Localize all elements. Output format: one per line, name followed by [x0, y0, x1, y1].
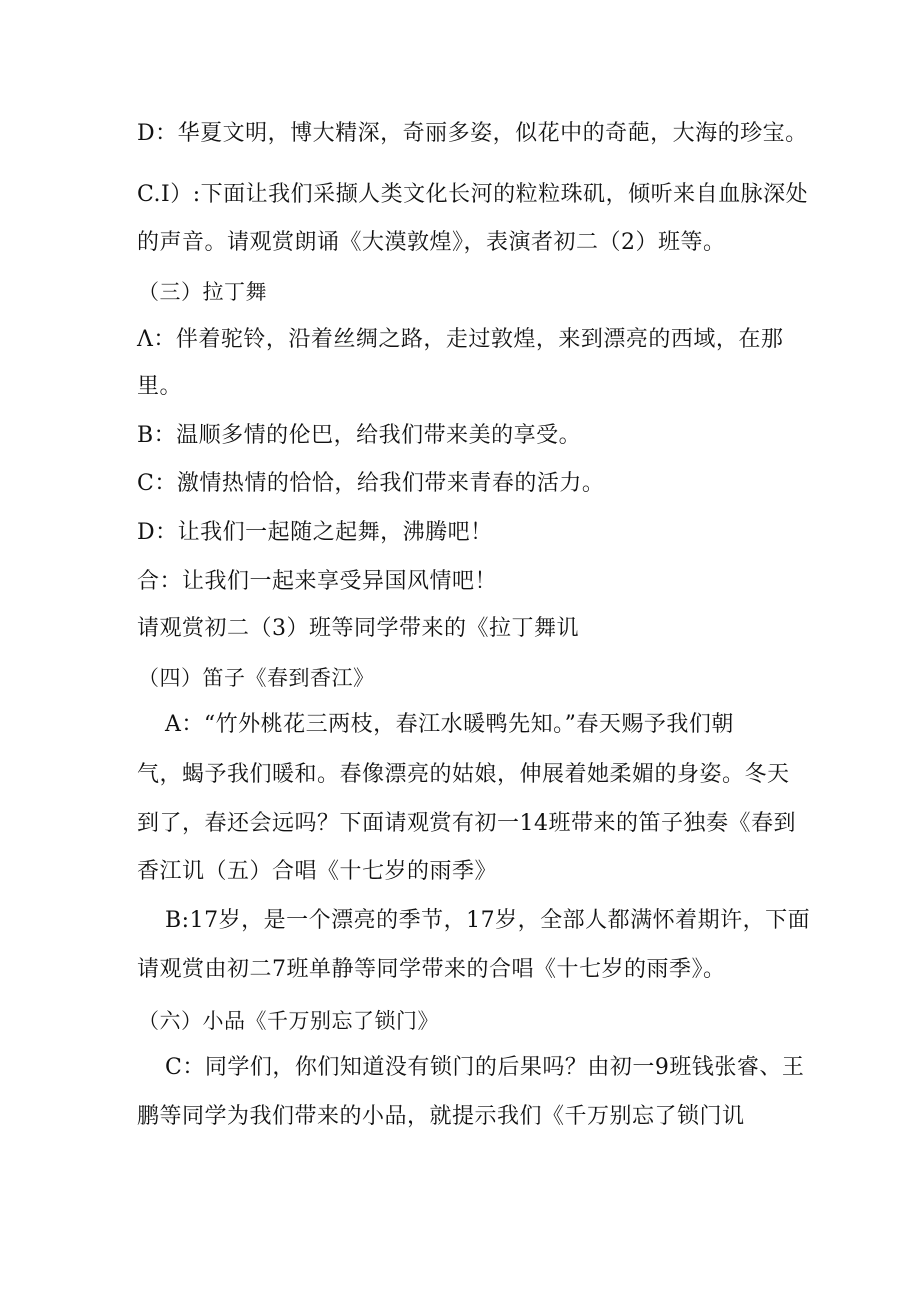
- paragraph-b-chorus-line1: B:17岁，是一个漂亮的季节，17岁，全部人都满怀着期许，下面: [165, 908, 811, 933]
- paragraph-a-line1: Λ：伴着驼铃，沿着丝绸之路，走过敦煌，来到漂亮的西域，在那: [137, 327, 784, 352]
- paragraph-b: B：温顺多情的伦巴，给我们带来美的享受。: [137, 423, 582, 448]
- paragraph-d: D：让我们一起随之起舞，沸腾吧！: [137, 520, 493, 545]
- paragraph-b-chorus-line2: 请观赏由初二7班单静等同学带来的合唱《十七岁的雨季》。: [137, 957, 726, 982]
- paragraph-ci-line1: C.I）:下面让我们采撷人类文化长河的粒粒珠矶，倾听来自血脉深处: [137, 182, 809, 207]
- paragraph-ci-line2: 的声音。请观赏朗诵《大漠敦煌》，表演者初二（2）班等。: [137, 230, 726, 255]
- paragraph-d-intro: D：华夏文明，博大精深，奇丽多姿，似花中的奇葩，大海的珍宝。: [137, 121, 808, 146]
- paragraph-latin-dance: 请观赏初二（3）班等同学带来的《拉丁舞讥: [137, 616, 579, 641]
- section-heading-6: （六）小品《千万别忘了锁门》: [138, 1009, 439, 1033]
- section-heading-3: （三）拉丁舞: [138, 280, 267, 304]
- section-heading-4: （四）笛子《春到香江》: [138, 666, 375, 690]
- paragraph-a-spring-line3: 到了，春还会远吗？下面请观赏有初一14班带来的笛子独奏《春到: [137, 811, 796, 836]
- paragraph-a-spring-line2: 气，蝎予我们暖和。春像漂亮的姑娘，伸展着她柔媚的身姿。冬天: [137, 762, 790, 787]
- paragraph-c-skit-line1: C：同学们，你们知道没有锁门的后果吗？由初一9班钱张睿、王: [165, 1055, 805, 1080]
- paragraph-c-skit-line2: 鹏等同学为我们带来的小品，就提示我们《千万别忘了锁门讥: [137, 1104, 745, 1129]
- paragraph-a-spring-line1: A：“竹外桃花三两枝，春江水暖鸭先知。”春天赐予我们朝: [165, 712, 734, 737]
- paragraph-a-line2: 里。: [137, 374, 183, 399]
- paragraph-he: 合：让我们一起来享受异国风情吧！: [137, 569, 498, 594]
- paragraph-c: C：激情热情的恰恰，给我们带来青春的活力。: [137, 471, 605, 496]
- paragraph-a-spring-line4: 香江讥（五）合唱《十七岁的雨季》: [137, 859, 498, 884]
